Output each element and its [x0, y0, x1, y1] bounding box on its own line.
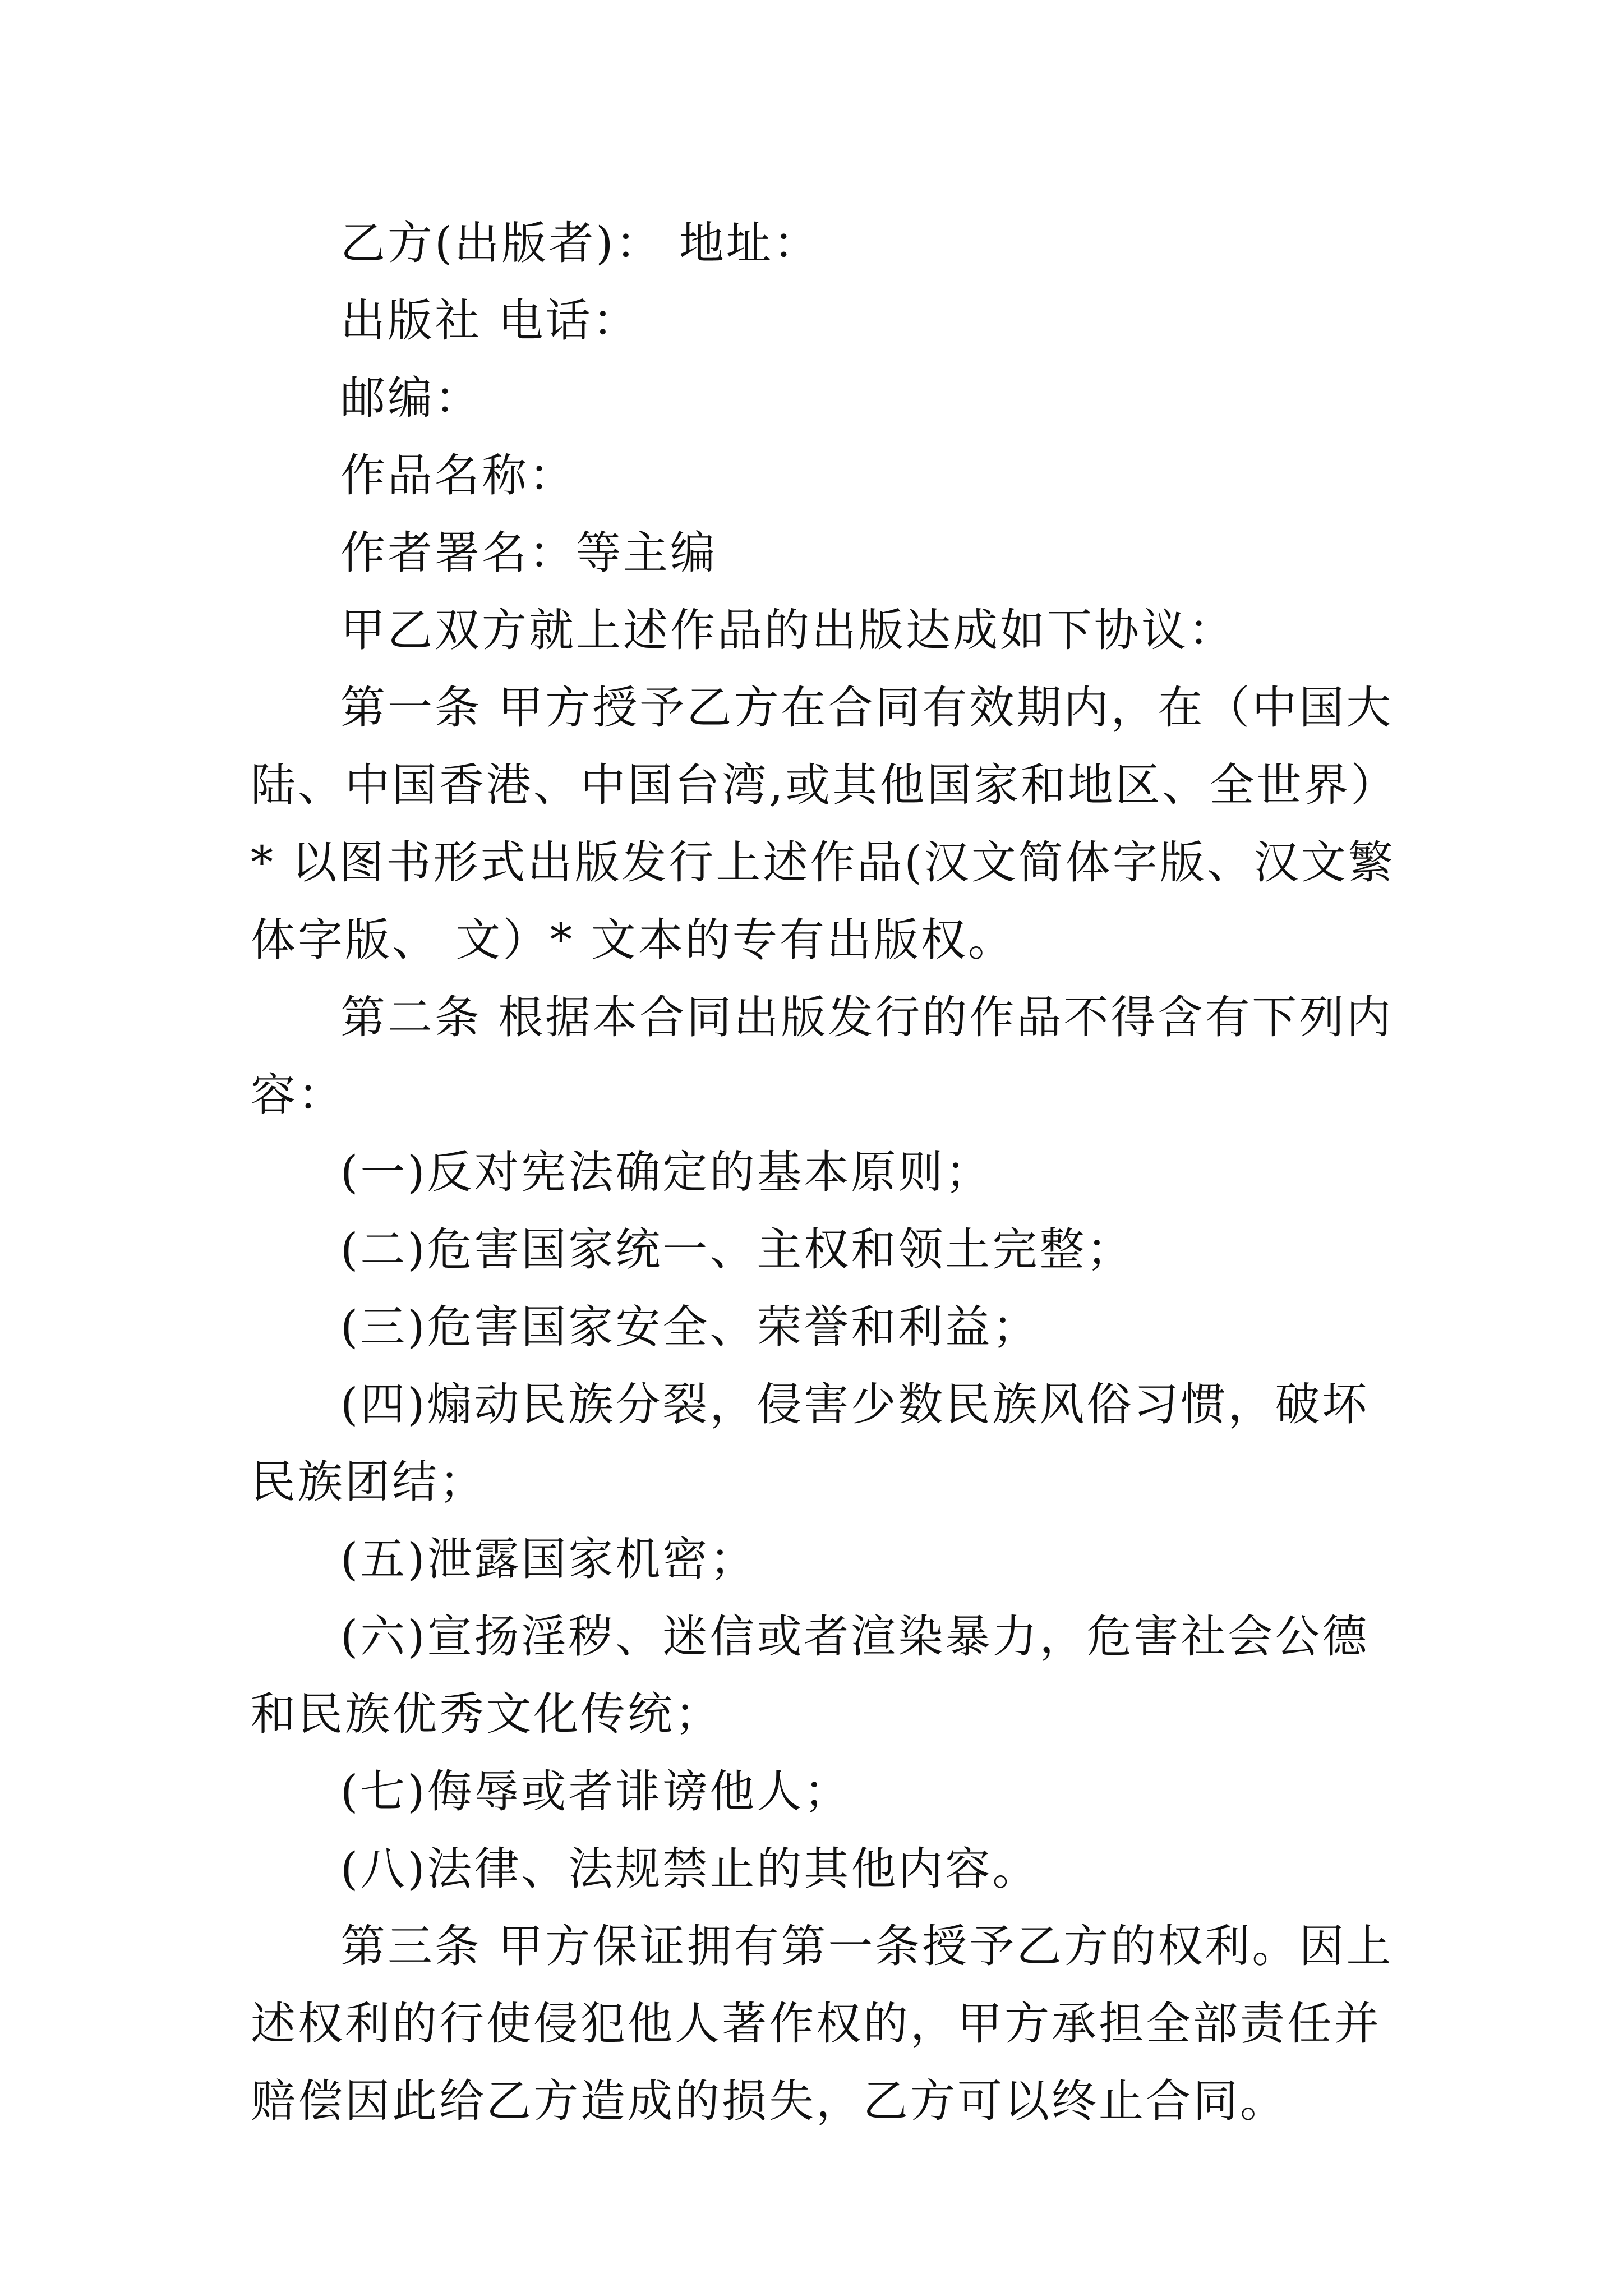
paragraph-article-1: 第一条 甲方授予乙方在合同有效期内，在（中国大陆、中国香港、中国台湾,或其他国家和地区、全世界）* 以图书形式出版发行上述作品(汉文简体字版、汉文繁体字版、 文）* 文本的专有出版权。: [251, 682, 1398, 966]
list-item-6: (六)宣扬淫秽、迷信或者渲染暴力，危害社会公德和民族优秀文化传统；: [251, 1611, 1370, 1740]
paragraph-author-credit: 作者署名：等主编: [340, 527, 717, 579]
paragraph-agreement-intro: 甲乙双方就上述作品的出版达成如下协议：: [340, 604, 1235, 656]
list-item-1: (一)反对宪法确定的基本原则；: [340, 1146, 993, 1198]
paragraph-article-2: 第二条 根据本合同出版发行的作品不得含有下列内容：: [251, 991, 1394, 1121]
list-item-3: (三)危害国家安全、荣誉和利益；: [340, 1301, 1040, 1353]
paragraph-article-3: 第三条 甲方保证拥有第一条授予乙方的权利。因上述权利的行使侵犯他人著作权的，甲方承担全部责任并赔偿因此给乙方造成的损失，乙方可以终止合同。: [251, 1920, 1394, 2127]
paragraph-postcode: 邮编：: [340, 372, 482, 424]
list-item-2: (二)危害国家统一、主权和领土完整；: [340, 1223, 1134, 1276]
list-item-7: (七)侮辱或者诽谤他人；: [340, 1765, 851, 1818]
list-item-8: (八)法律、法规禁止的其他内容。: [340, 1843, 1040, 1895]
paragraph-party-b-address: 乙方(出版者)： 地址：: [340, 217, 820, 269]
list-item-4: (四)煽动民族分裂，侵害少数民族风俗习惯，破坏民族团结；: [251, 1378, 1370, 1508]
contract-text: [251, 205, 1406, 2140]
paragraph-work-title: 作品名称：: [340, 449, 576, 501]
list-item-5: (五)泄露国家机密；: [340, 1533, 757, 1585]
paragraph-publisher-phone: 出版社 电话：: [340, 295, 640, 347]
